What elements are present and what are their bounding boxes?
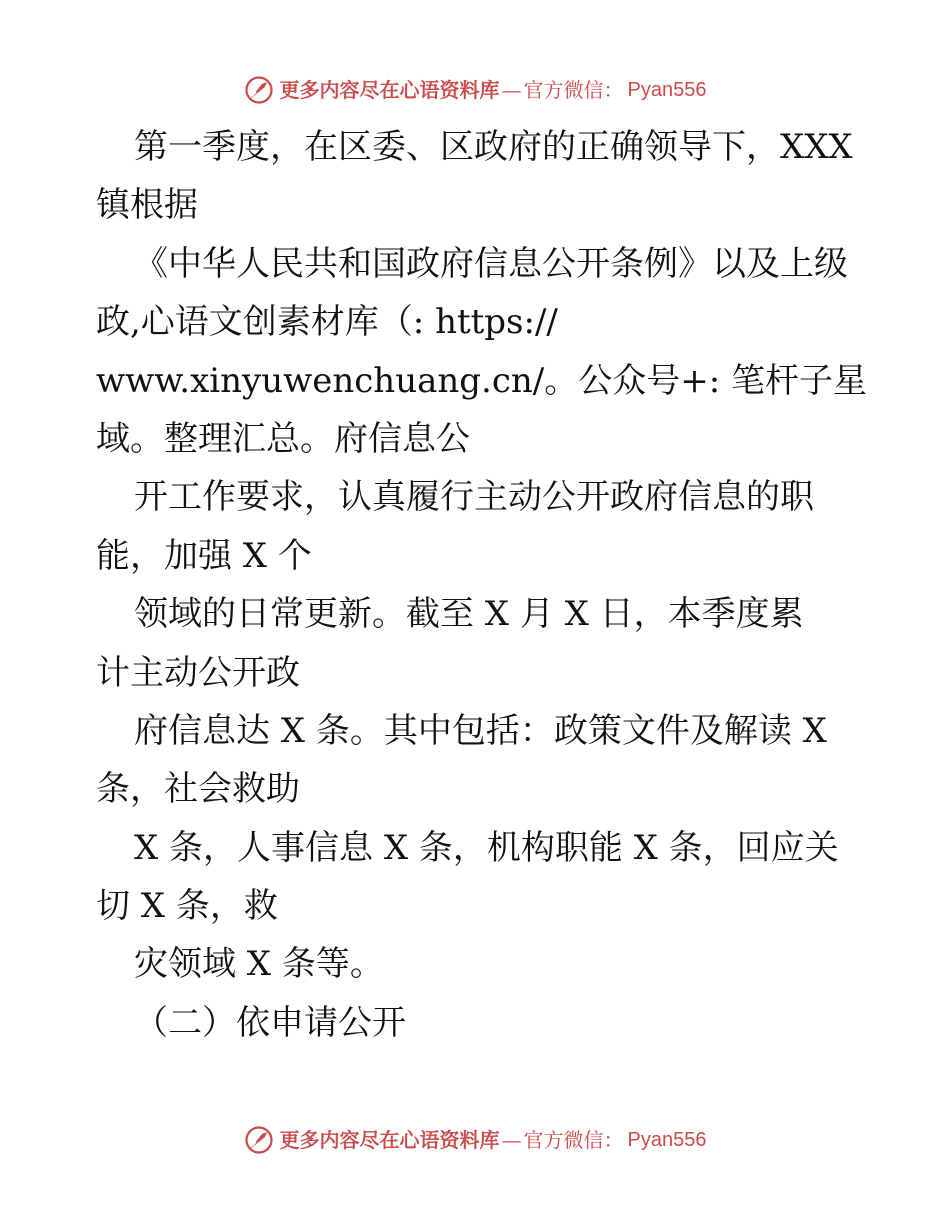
footer-banner [0, 1120, 950, 1160]
text-line: 开工作要求，认真履行主动公开政府信息的职 [134, 477, 814, 518]
banner-contact-label: 官方微信： [523, 78, 624, 102]
text-line: 切 X 条，救 [96, 886, 278, 927]
pen-nib-logo-icon [244, 75, 274, 105]
banner-contact-id: Pyan556 [627, 1129, 707, 1151]
text-line: 能，加强 X 个 [96, 535, 312, 576]
banner-contact-id: Pyan556 [627, 79, 707, 101]
text-line: 条，社会救助 [96, 769, 300, 810]
pen-nib-logo-icon [244, 1125, 274, 1155]
text-line: 计主动公开政 [96, 652, 300, 693]
text-line: 政,心语文创素材库（: https:// [96, 302, 558, 343]
banner-brand: 更多内容尽在心语资料库 [279, 78, 500, 102]
banner-separator: — [501, 78, 522, 102]
text-line: 府信息达 X 条。其中包括：政策文件及解读 X [134, 710, 827, 751]
banner-text [280, 1120, 707, 1160]
text-line: X 条，人事信息 X 条，机构职能 X 条，回应关 [134, 827, 839, 868]
text-line: 灾领域 X 条等。 [134, 944, 384, 985]
banner-separator: — [501, 1128, 522, 1152]
text-line: www.xinyuwenchuang.cn/。公众号+: 笔杆子星 [96, 360, 867, 401]
text-line: 域。整理汇总。府信息公 [96, 418, 470, 459]
banner-text [280, 70, 707, 110]
banner-contact-label: 官方微信： [523, 1128, 624, 1152]
text-line: 《中华人民共和国政府信息公开条例》以及上级 [134, 243, 848, 284]
banner-brand: 更多内容尽在心语资料库 [279, 1128, 500, 1152]
document-body [96, 118, 866, 1052]
text-line: 镇根据 [96, 185, 198, 226]
text-line: 领域的日常更新。截至 X 月 X 日，本季度累 [134, 594, 804, 635]
text-line: 第一季度，在区委、区政府的正确领导下，XXX [134, 127, 853, 167]
header-banner [0, 70, 950, 110]
text-line: （二）依申请公开 [134, 1002, 406, 1043]
